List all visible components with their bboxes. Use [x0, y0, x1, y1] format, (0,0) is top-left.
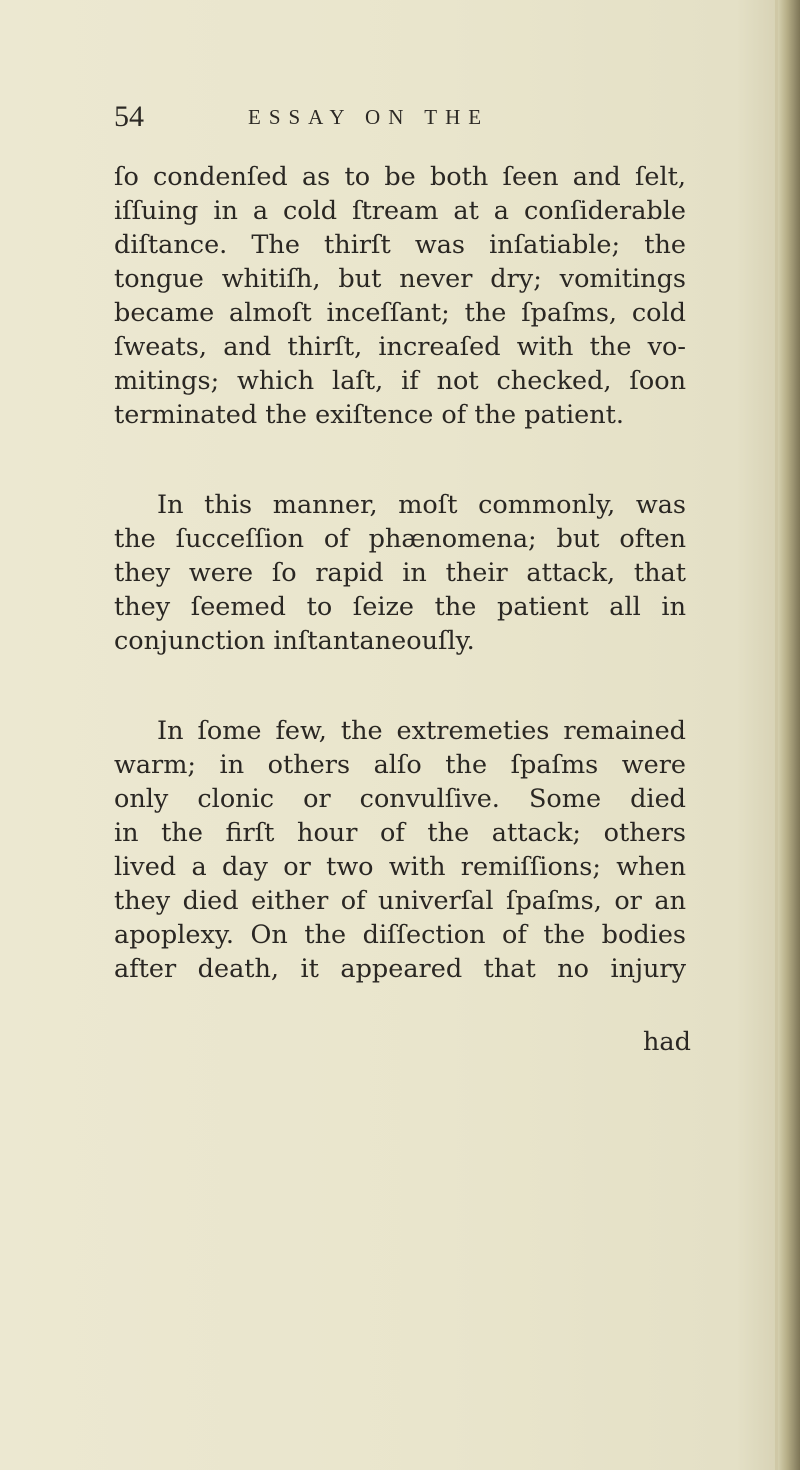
text-line: mitings; which laſt, if not checked, ſoon [114, 366, 686, 396]
text-line: warm; in others alſo the ſpaſms were [114, 750, 686, 780]
paragraph-gap [114, 432, 686, 488]
text-line: ſweats, and thirſt, increaſed with the vo- [114, 332, 686, 362]
text-line: tongue whitiſh, but never dry; vomitings [114, 264, 686, 294]
text-line: In ſome few, the extremeties remained [157, 716, 686, 746]
running-head [0, 100, 800, 140]
text-line: they ſeemed to ſeize the patient all in [114, 592, 686, 622]
paragraph [114, 160, 686, 432]
text-line: after death, it appeared that no injury [114, 954, 686, 984]
catchword: had [643, 1027, 691, 1057]
running-title: ESSAY ON THE [248, 105, 490, 129]
text-line: only clonic or convulſive. Some died [114, 784, 686, 814]
body-text [114, 160, 686, 986]
text-line: they were ſo rapid in their attack, that [114, 558, 686, 588]
text-line: the ſucceſſion of phænomena; but often [114, 524, 686, 554]
page-number: 54 [114, 100, 144, 133]
paragraph [114, 488, 686, 658]
paragraph [114, 714, 686, 986]
text-line: apoplexy. On the diſſection of the bodies [114, 920, 686, 950]
text-line: became almoſt inceſſant; the ſpaſms, cold [114, 298, 686, 328]
text-line: terminated the exiſtence of the patient. [114, 400, 624, 430]
text-line: lived a day or two with remiſſions; when [114, 852, 686, 882]
book-spine [778, 0, 800, 1470]
paragraph-gap [114, 658, 686, 714]
text-line: In this manner, moſt commonly, was [157, 490, 686, 520]
text-line: conjunction inſtantaneouſly. [114, 626, 475, 656]
text-line: they died either of univerſal ſpaſms, or an [114, 886, 686, 916]
text-line: ſo condenſed as to be both ſeen and ſelt, [114, 162, 686, 192]
text-line: in the firſt hour of the attack; others [114, 818, 686, 848]
text-line: diſtance. The thirſt was inſatiable; the [114, 230, 686, 260]
text-line: iſſuing in a cold ſtream at a conſiderable [114, 196, 686, 226]
